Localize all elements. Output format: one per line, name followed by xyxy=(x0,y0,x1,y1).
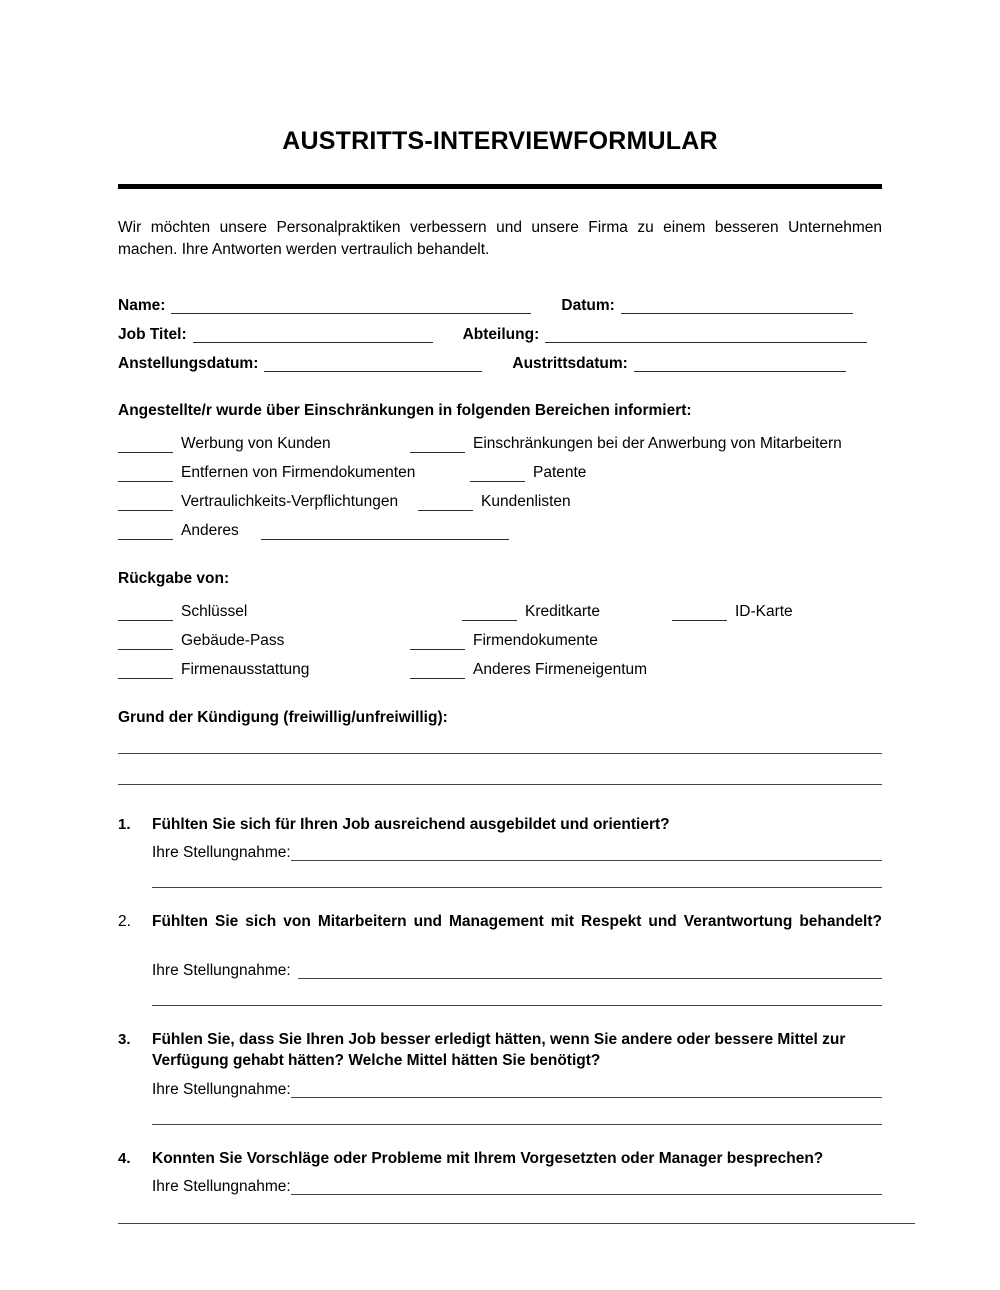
restriction-label: Kundenlisten xyxy=(481,493,571,511)
return-label: Firmenausstattung xyxy=(181,661,310,679)
restriction-item[interactable] xyxy=(118,493,410,510)
question-text: Konnten Sie Vorschläge oder Probleme mit Ihrem Vorgesetzten oder Manager besprechen? xyxy=(152,1149,824,1167)
reason-input-area xyxy=(118,753,882,785)
question-item xyxy=(118,1030,882,1124)
hiredate-exitdate-row xyxy=(118,343,882,372)
return-item[interactable] xyxy=(462,603,600,620)
intro-paragraph: Wir möchten unsere Personalpraktiken verbessern und unsere Firma zu einem besseren Unternehmen machen. Ihre Antworten werden vertraulich behandelt. xyxy=(118,218,882,258)
checkbox-blank[interactable] xyxy=(410,439,465,453)
restriction-item[interactable] xyxy=(410,435,842,452)
hire-date-input[interactable] xyxy=(264,356,482,372)
question-text: Fühlten Sie sich von Mitarbeitern und Management mit Respekt und Verantwortung behandelt? xyxy=(152,913,882,931)
returns-row xyxy=(118,621,882,650)
return-label: Gebäude-Pass xyxy=(181,632,285,650)
restriction-label: Patente xyxy=(533,464,587,482)
question-body xyxy=(152,1149,882,1196)
questions-list xyxy=(118,815,882,1225)
returns-row xyxy=(118,592,882,621)
job-title-label: Job Titel: xyxy=(118,326,187,343)
restriction-item[interactable] xyxy=(118,464,416,482)
restriction-label: Vertraulichkeits-Verpflichtungen xyxy=(181,493,399,511)
restrictions-row xyxy=(118,424,882,453)
date-input[interactable] xyxy=(621,298,853,314)
department-label: Abteilung: xyxy=(462,326,540,343)
restriction-item[interactable] xyxy=(418,493,571,510)
returns-list xyxy=(118,592,882,679)
question-number: 2. xyxy=(118,913,131,931)
return-item[interactable] xyxy=(410,632,598,649)
title-divider xyxy=(118,184,882,189)
checkbox-blank[interactable] xyxy=(118,636,173,650)
question-text: Fühlen Sie, dass Sie Ihren Job besser erledigt hätten, wenn Sie andere oder bessere Mittel zur Verfügung gehabt hätten? Welche Mittel hätten Sie benötigt? xyxy=(152,1031,846,1069)
reason-line-2[interactable] xyxy=(118,784,882,785)
return-item[interactable] xyxy=(410,661,647,678)
final-answer-line[interactable] xyxy=(118,1223,915,1224)
restriction-label: Werbung von Kunden xyxy=(181,435,331,453)
answer-label: Ihre Stellungnahme: xyxy=(152,962,291,980)
return-item[interactable] xyxy=(118,632,410,649)
answer-row xyxy=(152,1169,882,1195)
checkbox-blank[interactable] xyxy=(118,665,173,679)
checkbox-blank[interactable] xyxy=(470,468,525,482)
checkbox-blank[interactable] xyxy=(410,636,465,650)
checkbox-blank[interactable] xyxy=(418,497,473,511)
return-label: Firmendokumente xyxy=(473,632,598,650)
spacer xyxy=(118,894,882,912)
answer-label: Ihre Stellungnahme: xyxy=(152,844,291,862)
reason-heading: Grund der Kündigung (freiwillig/unfreiwillig): xyxy=(118,708,448,726)
restrictions-list xyxy=(118,424,882,540)
answer-input-second-line[interactable] xyxy=(152,887,882,888)
return-label: ID-Karte xyxy=(734,603,793,621)
date-label: Datum: xyxy=(561,297,615,314)
return-item[interactable] xyxy=(118,661,410,678)
question-number: 3. xyxy=(118,1031,131,1049)
question-item xyxy=(118,815,882,889)
return-item[interactable] xyxy=(672,603,793,620)
question-text: Fühlten Sie sich für Ihren Job ausreichend ausgebildet und orientiert? xyxy=(152,815,670,833)
answer-input[interactable] xyxy=(291,1180,882,1195)
restriction-other-input[interactable] xyxy=(261,526,509,540)
question-number: 1. xyxy=(118,815,131,833)
answer-row xyxy=(152,1072,882,1098)
job-title-input[interactable] xyxy=(193,327,433,343)
identity-fields xyxy=(118,285,882,372)
answer-input-second-line[interactable] xyxy=(152,1005,882,1006)
checkbox-blank[interactable] xyxy=(462,607,517,621)
return-label: Anderes Firmeneigentum xyxy=(473,661,648,679)
checkbox-blank[interactable] xyxy=(118,439,173,453)
checkbox-blank[interactable] xyxy=(118,526,173,540)
reason-line-1[interactable] xyxy=(118,753,882,754)
checkbox-blank[interactable] xyxy=(118,497,173,511)
question-item xyxy=(118,1149,882,1196)
exit-date-input[interactable] xyxy=(634,356,846,372)
department-input[interactable] xyxy=(545,327,867,343)
spacer xyxy=(118,1131,882,1149)
page-title: AUSTRITTS-INTERVIEWFORMULAR xyxy=(282,127,718,155)
question-number: 4. xyxy=(118,1149,131,1167)
question-item xyxy=(118,912,882,1006)
restriction-item[interactable] xyxy=(118,435,410,452)
restriction-item[interactable] xyxy=(470,464,586,481)
question-body xyxy=(152,912,882,1006)
restrictions-heading: Angestellte/r wurde über Einschränkungen in folgenden Bereichen informiert: xyxy=(118,401,692,419)
returns-heading: Rückgabe von: xyxy=(118,569,230,587)
checkbox-blank[interactable] xyxy=(410,665,465,679)
question-body xyxy=(152,815,882,889)
answer-input[interactable] xyxy=(291,846,882,861)
name-input[interactable] xyxy=(171,298,531,314)
question-body xyxy=(152,1030,882,1124)
restrictions-other-row xyxy=(118,511,882,540)
name-label: Name: xyxy=(118,297,166,314)
jobtitle-department-row xyxy=(118,314,882,343)
exit-date-label: Austrittsdatum: xyxy=(512,355,628,372)
answer-row xyxy=(152,953,882,979)
answer-input[interactable] xyxy=(298,964,882,979)
answer-row xyxy=(152,835,882,861)
answer-label: Ihre Stellungnahme: xyxy=(152,1178,291,1196)
answer-label: Ihre Stellungnahme: xyxy=(152,1080,291,1098)
returns-row xyxy=(118,650,882,679)
spacer xyxy=(118,1012,882,1030)
restrictions-row xyxy=(118,482,882,511)
answer-input[interactable] xyxy=(291,1083,882,1098)
restriction-other-label: Anderes xyxy=(181,522,239,540)
restriction-label: Einschränkungen bei der Anwerbung von Mitarbeitern xyxy=(473,435,842,453)
answer-input-second-line[interactable] xyxy=(152,1124,882,1125)
return-label: Schlüssel xyxy=(181,603,248,621)
restriction-label: Entfernen von Firmendokumenten xyxy=(181,464,416,482)
checkbox-blank[interactable] xyxy=(118,607,173,621)
checkbox-blank[interactable] xyxy=(672,607,727,621)
return-label: Kreditkarte xyxy=(525,603,600,621)
restrictions-row xyxy=(118,453,882,482)
return-item[interactable] xyxy=(118,603,410,620)
hire-date-label: Anstellungsdatum: xyxy=(118,355,259,372)
checkbox-blank[interactable] xyxy=(118,468,173,482)
name-date-row xyxy=(118,285,882,314)
